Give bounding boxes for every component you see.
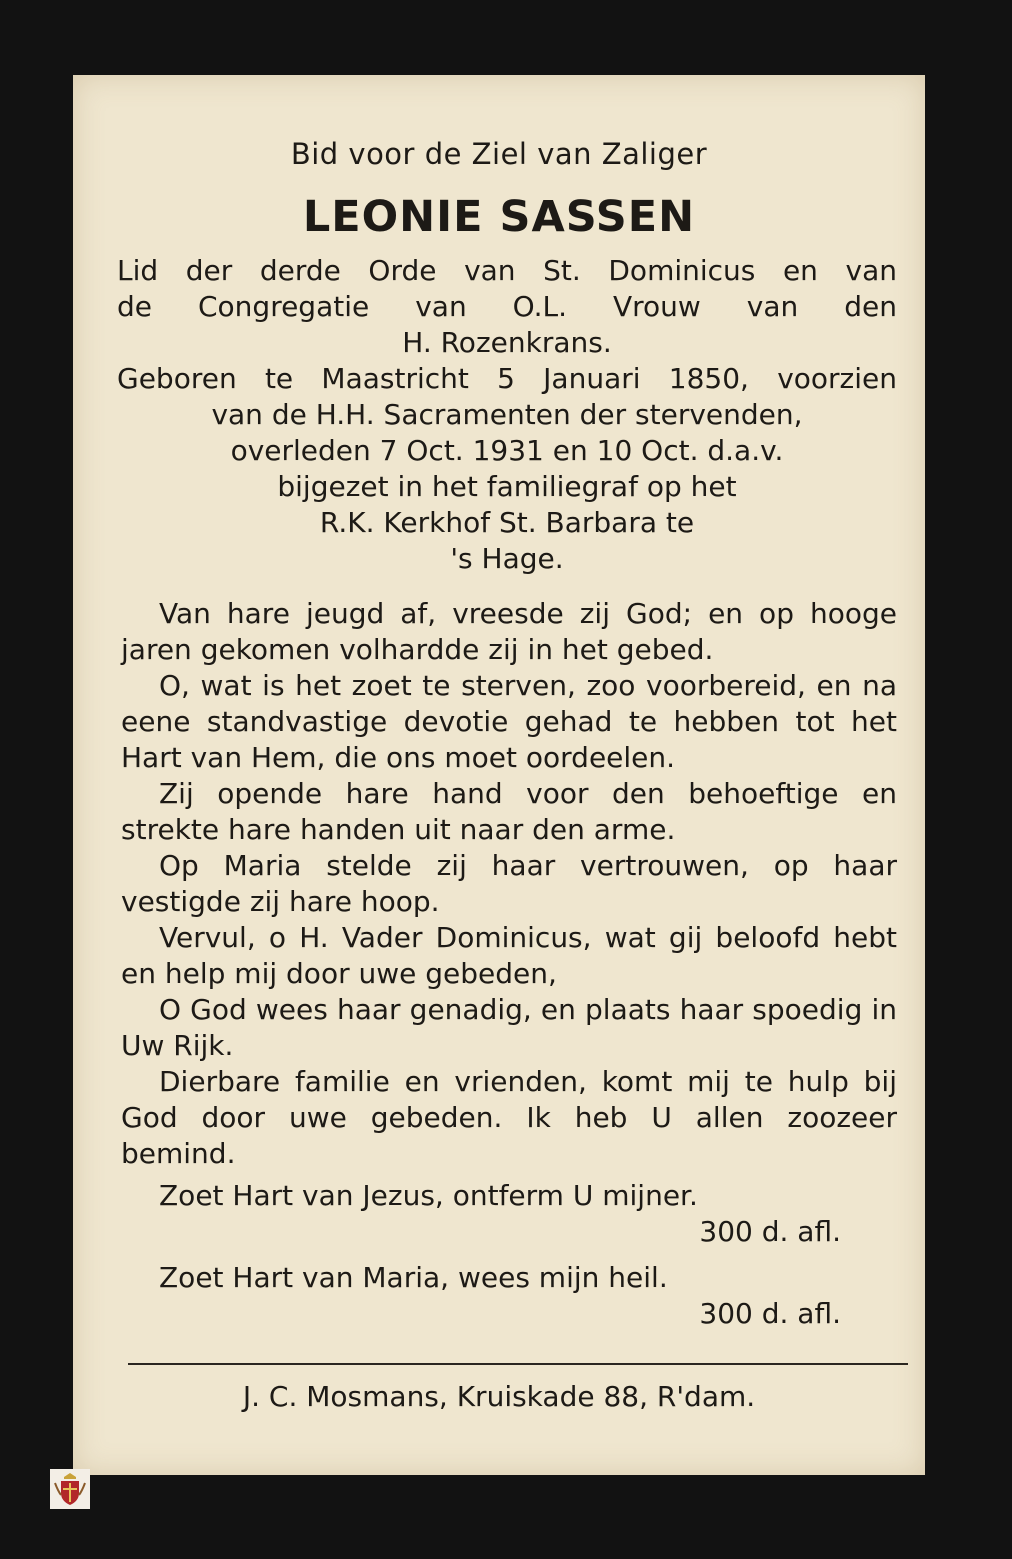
coat-of-arms-icon [50, 1469, 90, 1509]
paragraph: Op Maria stelde zij haar vertrouwen, op haar vestigde zij hare hoop. [121, 849, 897, 918]
prayer-request: Bid voor de Ziel van Zaliger [290, 137, 708, 171]
prayer-text: Zoet Hart van Maria, wees mijn heil. [159, 1261, 668, 1294]
memorial-card [73, 75, 925, 1475]
paragraph: O God wees haar genadig, en plaats haar spoedig in Uw Rijk. [121, 993, 897, 1062]
deceased-name: LEONIE SASSEN [302, 192, 696, 242]
indulgence: 300 d. afl. [699, 1215, 841, 1248]
intro-line: van de H.H. Sacramenten der stervenden, [211, 398, 803, 431]
printer-imprint: J. C. Mosmans, Kruiskade 88, R'dam. [242, 1380, 756, 1413]
intro-line: Lid der derde Orde van St. Dominicus en van [117, 254, 897, 287]
indulgence: 300 d. afl. [699, 1297, 841, 1330]
devotional-text [121, 596, 897, 1172]
intro-block [117, 253, 897, 577]
intro-line: H. Rozenkrans. [402, 326, 612, 359]
paragraph: Vervul, o H. Vader Dominicus, wat gij beloofd hebt en help mij door uwe gebeden, [121, 921, 897, 990]
intro-line: overleden 7 Oct. 1931 en 10 Oct. d.a.v. [230, 434, 784, 467]
paragraph: Van hare jeugd af, vreesde zij God; en op hooge jaren gekomen volhardde zij in het gebed. [121, 597, 897, 666]
short-prayers [121, 1178, 897, 1342]
intro-line: Geboren te Maastricht 5 Januari 1850, voorzien [117, 362, 897, 395]
paragraph: O, wat is het zoet te sterven, zoo voorbereid, en na eene standvastige devotie gehad te hebben tot het Hart van Hem, die ons moet oordeelen. [121, 669, 897, 774]
intro-line: de Congregatie van O.L. Vrouw van den [117, 290, 897, 323]
paragraph: Zij opende hare hand voor den behoeftige en strekte hare handen uit naar den arme. [121, 777, 897, 846]
prayer-text: Zoet Hart van Jezus, ontferm U mijner. [159, 1179, 698, 1212]
divider [128, 1363, 908, 1365]
paragraph: Dierbare familie en vrienden, komt mij te hulp bij God door uwe gebeden. Ik heb U allen zoozeer bemind. [121, 1065, 897, 1170]
intro-line: R.K. Kerkhof St. Barbara te [319, 506, 695, 539]
intro-line: bijgezet in het familiegraf op het [277, 470, 737, 503]
intro-line: 's Hage. [450, 542, 564, 575]
